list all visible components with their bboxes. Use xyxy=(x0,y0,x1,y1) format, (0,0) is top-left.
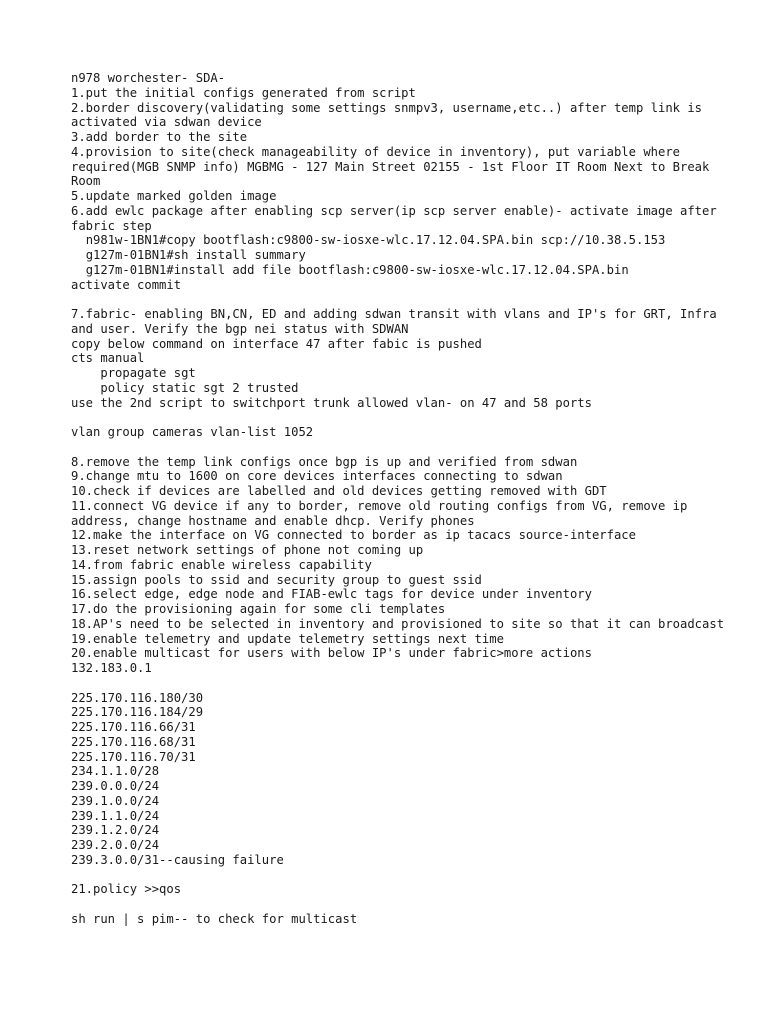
doc-line: policy static sgt 2 trusted xyxy=(71,380,299,395)
doc-line: 17.do the provisioning again for some cli templates xyxy=(71,602,446,616)
doc-line xyxy=(71,410,731,425)
doc-line: 239.1.2.0/24 xyxy=(71,823,160,838)
doc-line: 239.0.0.0/24 xyxy=(71,779,160,793)
doc-line: 225.170.116.70/31 xyxy=(71,749,196,764)
doc-line: 9.change mtu to 1600 on core devices interfaces connecting to sdwan xyxy=(71,469,563,484)
doc-line: 8.remove the temp link configs once bgp is up and verified from sdwan xyxy=(71,454,578,469)
doc-line xyxy=(71,897,731,912)
doc-line: activate commit xyxy=(71,277,182,292)
doc-line: 14.from fabric enable wireless capability xyxy=(71,557,372,572)
doc-line: 7.fabric- enabling BN,CN, ED and adding sdwan transit with vlans and IP's for GRT, Infra and user. Verify the bgp nei status with SDWAN xyxy=(71,307,725,336)
document-body xyxy=(71,71,731,927)
doc-line: 18.AP's need to be selected in inventory and provisioned to site so that it can broadcast xyxy=(71,616,725,631)
doc-line: 225.170.116.180/30 xyxy=(71,690,204,705)
doc-line: 20.enable multicast for users with below IP's under fabric>more actions xyxy=(71,646,592,661)
doc-line: use the 2nd script to switchport trunk allowed vlan- on 47 and 58 ports xyxy=(71,395,592,410)
doc-line: n978 worchester- SDA- xyxy=(71,71,226,85)
doc-line xyxy=(71,868,731,883)
doc-line: 4.provision to site(check manageability of device in inventory), put variable where required(MGB SNMP info) MGBMG - 127 Main Street 02155 - 1st Floor IT Room Next to Break Room xyxy=(71,144,717,189)
doc-line: 239.2.0.0/24 xyxy=(71,838,160,852)
doc-line: 16.select edge, edge node and FIAB-ewlc tags for device under inventory xyxy=(71,587,592,602)
doc-line: 12.make the interface on VG connected to border as ip tacacs source-interface xyxy=(71,528,636,543)
doc-line: 239.3.0.0/31--causing failure xyxy=(71,852,284,867)
doc-line: 3.add border to the site xyxy=(71,130,248,144)
doc-line: 239.1.0.0/24 xyxy=(71,793,160,808)
doc-line: 21.policy >>qos xyxy=(71,882,182,897)
doc-line xyxy=(71,292,731,307)
doc-line: 5.update marked golden image xyxy=(71,189,277,203)
doc-line: 132.183.0.1 xyxy=(71,661,152,675)
doc-line xyxy=(71,440,731,455)
doc-line: vlan group cameras vlan-list 1052 xyxy=(71,425,314,439)
doc-line: 15.assign pools to ssid and security group to guest ssid xyxy=(71,572,482,587)
doc-line: cts manual xyxy=(71,351,145,366)
doc-line: 6.add ewlc package after enabling scp server(ip scp server enable)- activate image after fabric step xyxy=(71,203,725,233)
doc-line: g127m-01BN1#install add file bootflash:c9800-sw-iosxe-wlc.17.12.04.SPA.bin xyxy=(71,262,629,277)
doc-line: 13.reset network settings of phone not coming up xyxy=(71,543,424,557)
doc-line: g127m-01BN1#sh install summary xyxy=(71,248,306,262)
doc-line: 225.170.116.184/29 xyxy=(71,705,204,720)
doc-line: copy below command on interface 47 after fabic is pushed xyxy=(71,336,482,351)
doc-line: sh run | s pim-- to check for multicast xyxy=(71,911,358,926)
doc-line: 239.1.1.0/24 xyxy=(71,808,160,823)
doc-line: 19.enable telemetry and update telemetry settings next time xyxy=(71,631,504,646)
doc-line: 234.1.1.0/28 xyxy=(71,764,160,779)
doc-line: n981w-1BN1#copy bootflash:c9800-sw-iosxe-wlc.17.12.04.SPA.bin scp://10.38.5.153 xyxy=(71,233,666,248)
doc-line: 2.border discovery(validating some settings snmpv3, username,etc..) after temp link is activated via sdwan device xyxy=(71,100,710,130)
doc-line xyxy=(71,676,731,691)
doc-line: 10.check if devices are labelled and old devices getting removed with GDT xyxy=(71,484,607,498)
doc-line: propagate sgt xyxy=(71,366,196,380)
doc-line: 11.connect VG device if any to border, remove old routing configs from VG, remove ip address, change hostname and enable dhcp. Verify phones xyxy=(71,498,695,528)
doc-line: 1.put the initial configs generated from script xyxy=(71,85,416,100)
doc-line: 225.170.116.68/31 xyxy=(71,734,196,749)
doc-line: 225.170.116.66/31 xyxy=(71,720,196,734)
